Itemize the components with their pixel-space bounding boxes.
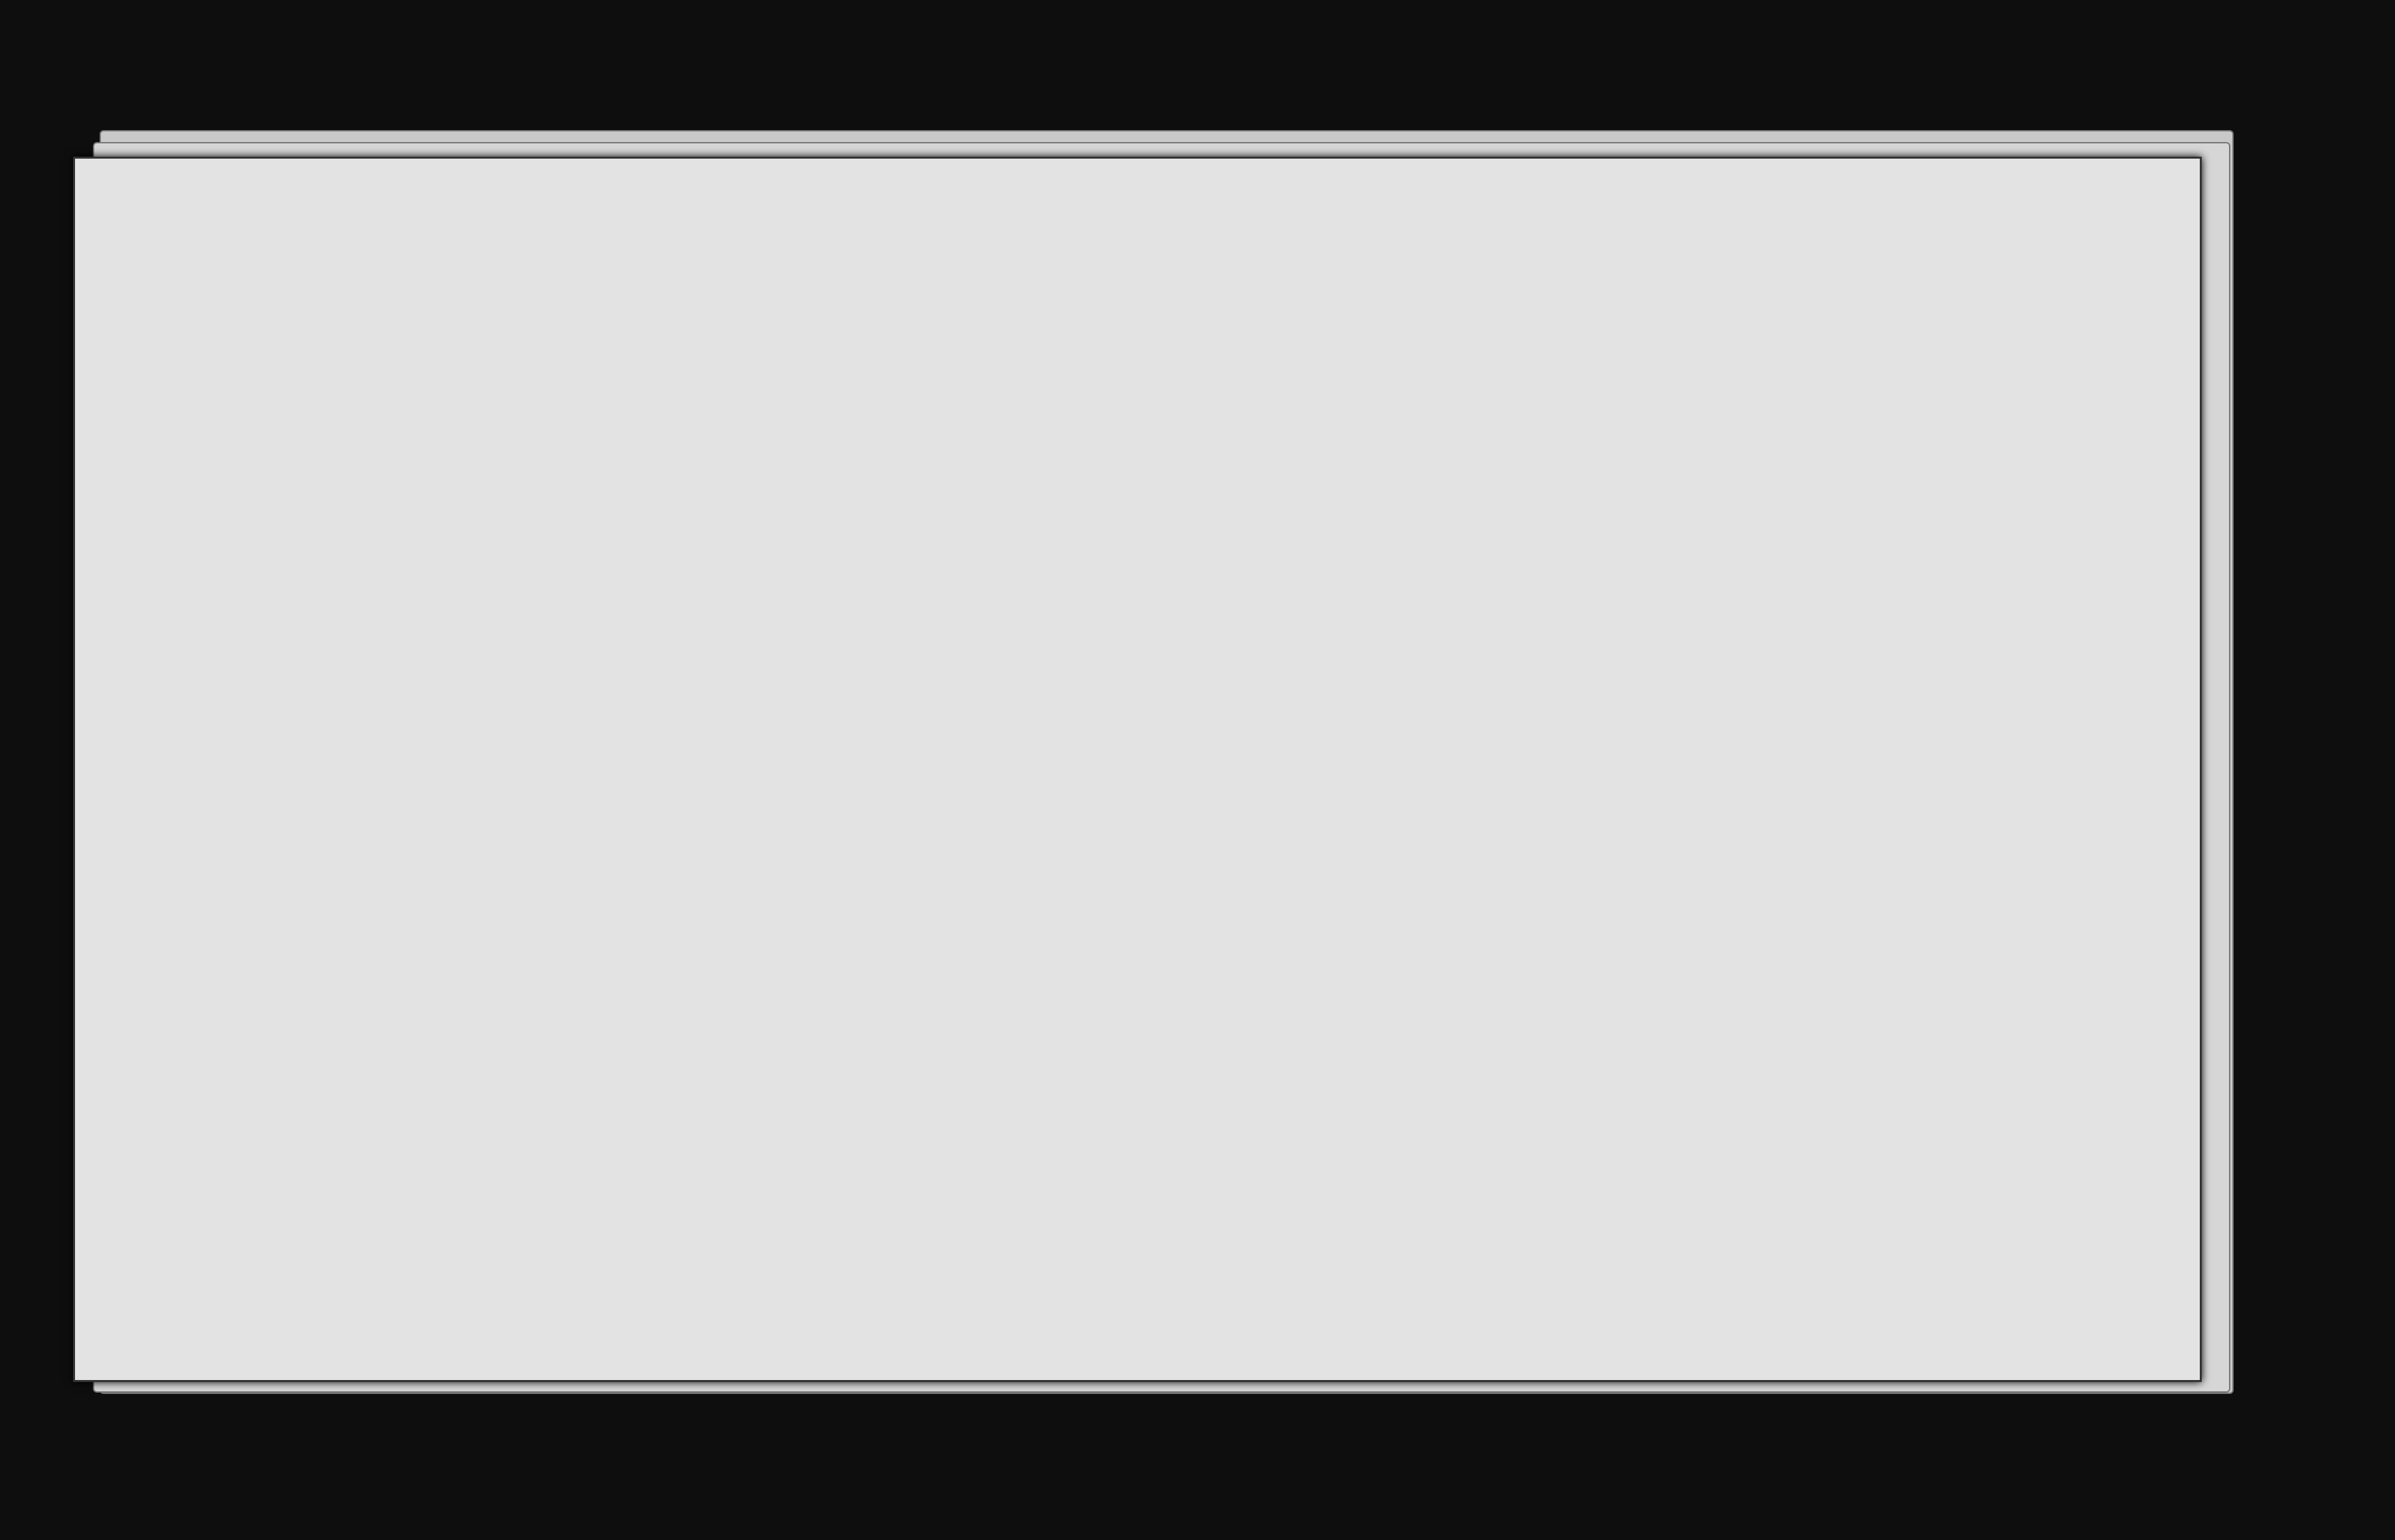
census-card (73, 157, 2202, 1382)
lease-table (102, 939, 2193, 1377)
crop-table (102, 183, 2193, 488)
middle-section (102, 488, 2193, 939)
